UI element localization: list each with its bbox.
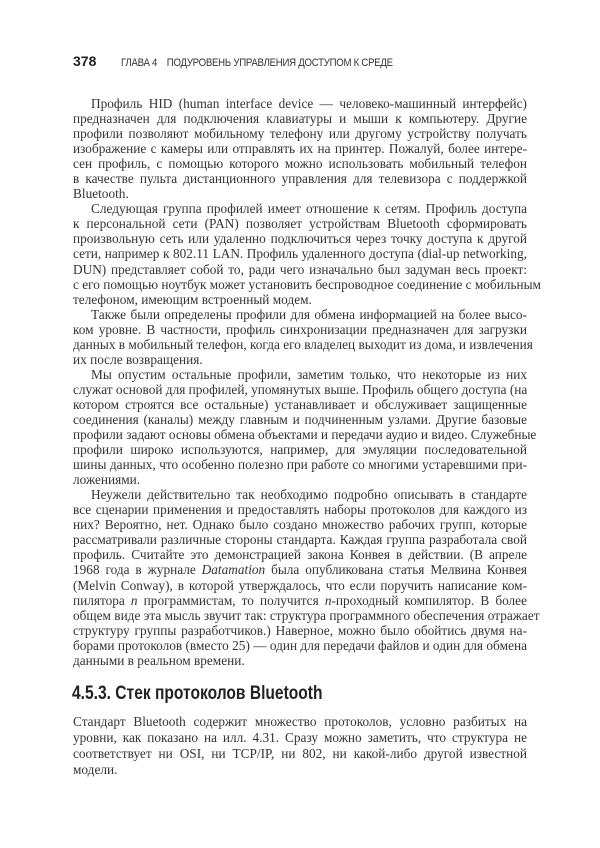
text-line: рассматривали различные стороны стандарта. Каждая группа разработала свой: [73, 532, 527, 548]
text-line: ком уровне. В частности, профиль синхронизации предназначен для загрузки: [73, 321, 527, 337]
section-body-text: [73, 714, 527, 778]
text-line: общем виде эта мысль звучит так: структура программного обеспечения отражает: [73, 607, 540, 623]
text-line: Следующая группа профилей имеет отношение к сетям. Профиль доступа: [91, 201, 527, 217]
text-line: шины данных, что особенно полезно при работе со многими устаревшими при-: [73, 457, 527, 473]
text-line: Стандарт Bluetooth содержит множество протоколов, условно разбитых на: [73, 714, 527, 729]
text-line: изображение с камеры или отправлять их на принтер. Пожалуй, более интере-: [73, 141, 527, 157]
text-line: с его помощью ноутбук может установить беспроводное соединение с мобильным: [73, 276, 541, 292]
text-line: Неужели действительно так необходимо подробно описывать в стандарте: [91, 487, 527, 503]
text-line: котором строятся все остальные) устанавливает и обслуживает защищенные: [73, 396, 527, 412]
text-line: Bluetooth.: [73, 186, 129, 202]
text-line: в качестве пульта дистанционного управления для телевизора с поддержкой: [73, 171, 527, 187]
text-line: сети, например к 802.11 LAN. Профиль удаленного доступа (dial-up networking,: [73, 246, 527, 262]
text-line: уровни, как показано на илл. 4.31. Сразу можно заметить, что структура не: [73, 730, 527, 745]
text-line: предназначен для подключения клавиатуры и мыши к компьютеру. Другие: [73, 111, 527, 127]
text-line: телефоном, имеющим встроенный модем.: [73, 291, 312, 307]
text-line: них? Вероятно, нет. Однако было создано множество рабочих групп, которые: [73, 517, 527, 533]
text-line: профили позволяют мобильному телефону или другому устройству получать: [73, 126, 527, 142]
text-line: профили задают основы обмена объектами и передачи аудио и видео. Служебные: [73, 427, 537, 443]
text-line: соединения (каналы) между главным и подчиненным узлами. Другие базовые: [73, 411, 527, 427]
italic-text: Datamation: [201, 562, 266, 578]
text-line: сен профиль, с помощью которого можно использовать мобильный телефон: [73, 156, 527, 172]
text-line: Мы опустим остальные профили, заметим только, что некоторые из них: [91, 366, 527, 382]
body-text: [73, 96, 541, 668]
text-line: борами протоколов (вместо 25) — один для передачи файлов и один для обмена: [73, 637, 527, 653]
text-line: профиль. Считайте это демонстрацией закона Конвея в действии. (В апреле: [73, 547, 527, 563]
text-line: их после возвращения.: [73, 351, 203, 367]
text-line: профили широко используются, например, для эмуляции последовательной: [73, 442, 527, 458]
italic-text: n: [130, 592, 138, 608]
text-line: данных в мобильный телефон, когда его владелец выходит из дома, и извлечения: [73, 336, 533, 352]
text-line: служат основой для профилей, упомянутых выше. Профиль общего доступа (на: [73, 381, 528, 397]
text-line: модели.: [73, 762, 118, 777]
text-line: данными в реальном времени.: [73, 652, 245, 668]
text-line: Также были определены профили для обмена информацией на более высо-: [91, 306, 527, 322]
text-line: DUN) представляет собой то, ради чего изначально был задуман весь проект:: [73, 261, 527, 277]
text-segment: была опубликована статья Мелвина Конвея: [265, 562, 527, 578]
text-segment: программистам, то получится: [137, 592, 325, 608]
text-line: Профиль HID (human interface device — человеко-машинный интерфейс): [91, 96, 527, 111]
text-line: [73, 562, 527, 577]
text-line: к персональной сети (PAN) позволяет устройствам Bluetooth сформировать: [73, 216, 527, 232]
text-line: соответствует ни OSI, ни TCP/IP, ни 802, ни какой-либо другой известной: [73, 746, 527, 761]
text-line: все сценарии применения и предоставлять наборы протоколов для каждого из: [73, 502, 527, 518]
running-head: ГЛАВА 4 ПОДУРОВЕНЬ УПРАВЛЕНИЯ ДОСТУПОМ К СРЕДЕ: [121, 57, 393, 69]
text-segment: 1968 года в журнале: [73, 562, 202, 578]
text-line: (Melvin Conway), в которой утверждалось, что если поручить написание ком-: [73, 577, 527, 593]
text-line: структуру группы разработчиков.) Наверное, можно было обойтись двумя на-: [73, 622, 527, 638]
text-line: ложениями.: [73, 472, 141, 488]
italic-text: n: [324, 592, 332, 608]
running-header: [73, 53, 437, 71]
text-line: произвольную сеть или удаленно подключиться через точку доступа к другой: [73, 231, 527, 247]
text-segment: пилятора: [73, 592, 131, 608]
section-heading: 4.5.3. Стек протоколов Bluetooth: [72, 683, 323, 704]
text-segment: -проходный компилятор. В более: [331, 592, 527, 608]
text-line: [73, 593, 527, 608]
page-number: 378: [73, 53, 97, 69]
